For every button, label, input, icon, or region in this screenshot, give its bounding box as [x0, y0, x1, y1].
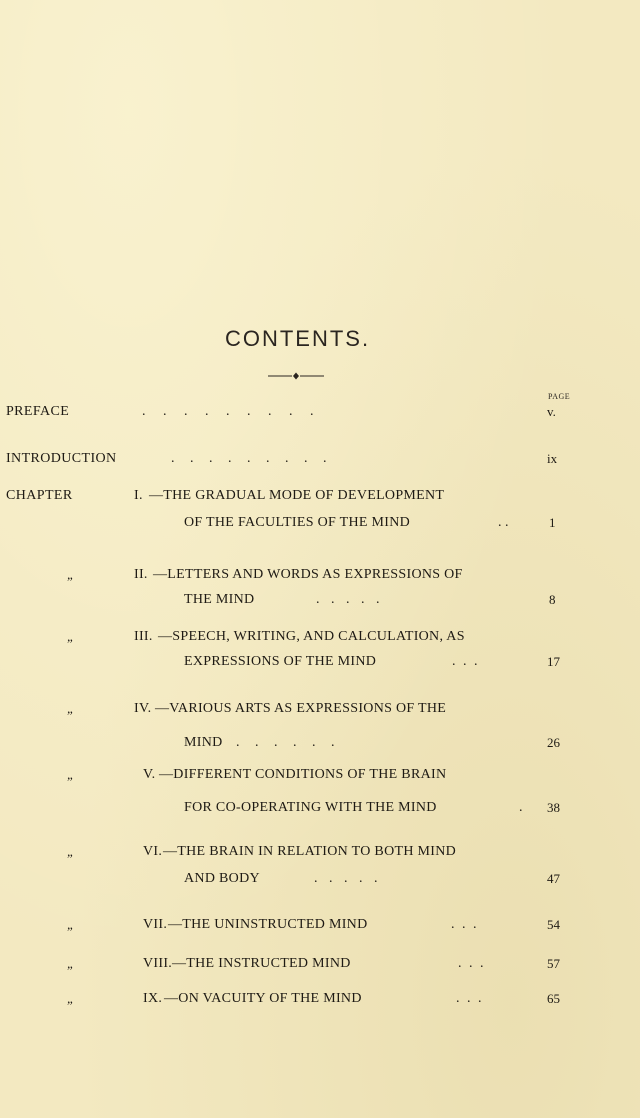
chapter-number: I. — [134, 488, 143, 503]
chapter-number: VII. — [143, 917, 168, 932]
chapter-title-line1: —THE UNINSTRUCTED MIND — [168, 917, 368, 932]
page-title: CONTENTS. — [224, 326, 371, 351]
chapter-title-line1: —LETTERS AND WORDS AS EXPRESSIONS OF — [153, 567, 463, 582]
chapter-number: III. — [134, 629, 153, 644]
chapter-number: II. — [134, 567, 148, 582]
ditto-mark: „ — [67, 956, 75, 971]
chapter-number: IV. — [134, 701, 152, 716]
chapter-title-line1: —THE INSTRUCTED MIND — [172, 956, 351, 971]
page-number: ix — [547, 451, 558, 466]
leader-dots: . . . — [458, 956, 486, 971]
toc-entry-chapter-8 — [0, 953, 640, 975]
toc-entry-chapter-2-cont — [0, 589, 640, 611]
chapter-title-line1: —DIFFERENT CONDITIONS OF THE BRAIN — [159, 767, 447, 782]
leader-dots: . . . . . . . . . — [142, 404, 321, 419]
leader-dots: . — [519, 800, 523, 815]
page-number: 1 — [549, 515, 556, 530]
toc-entry-chapter-6 — [0, 841, 640, 863]
toc-entry-chapter-4-cont — [0, 732, 640, 754]
leader-dots: . . . — [456, 991, 484, 1006]
chapter-title-line2: AND BODY — [184, 871, 260, 886]
leader-dots: . . . . . — [314, 871, 382, 886]
toc-entry-chapter-3-cont — [0, 651, 640, 673]
page-number: 38 — [547, 800, 560, 815]
page-number: 47 — [547, 871, 560, 886]
chapter-title-line2: FOR CO-OPERATING WITH THE MIND — [184, 800, 437, 815]
chapter-title-line1: —THE GRADUAL MODE OF DEVELOPMENT — [149, 488, 445, 503]
page-column-label: PAGE — [548, 392, 571, 401]
ditto-mark: „ — [67, 701, 75, 716]
chapter-label: CHAPTER — [6, 488, 73, 503]
page-number: 26 — [547, 735, 560, 750]
chapter-title-line1: —VARIOUS ARTS AS EXPRESSIONS OF THE — [155, 701, 447, 716]
ditto-mark: „ — [67, 567, 75, 582]
ditto-mark: „ — [67, 991, 75, 1006]
toc-entry-chapter-4 — [0, 698, 640, 720]
toc-entry-chapter-1 — [0, 485, 640, 507]
chapter-title-line2: MIND — [184, 735, 223, 750]
page-number: v. — [547, 404, 556, 419]
toc-entry-preface — [0, 401, 640, 423]
toc-entry-chapter-9 — [0, 988, 640, 1010]
chapter-number: VI. — [143, 844, 163, 859]
page-number: 8 — [549, 592, 556, 607]
page-number: 54 — [547, 917, 560, 932]
page-number: 65 — [547, 991, 560, 1006]
toc-entry-chapter-5-cont — [0, 797, 640, 819]
chapter-title-line2: THE MIND — [184, 592, 255, 607]
toc-entry-chapter-5 — [0, 764, 640, 786]
ditto-mark: „ — [67, 844, 75, 859]
ditto-mark: „ — [67, 629, 75, 644]
page-number: 57 — [547, 956, 560, 971]
toc-label: PREFACE — [6, 404, 70, 419]
ornament-rule-icon — [266, 371, 326, 381]
chapter-title-line2: EXPRESSIONS OF THE MIND — [184, 654, 377, 669]
toc-entry-chapter-3 — [0, 626, 640, 648]
leader-dots: . . . . . . — [236, 735, 341, 750]
leader-dots: . . — [498, 515, 509, 530]
chapter-number: VIII. — [143, 956, 173, 971]
toc-entry-chapter-1-cont — [0, 512, 640, 534]
chapter-number: IX. — [143, 991, 163, 1006]
leader-dots: . . . — [451, 917, 479, 932]
toc-entry-chapter-2 — [0, 564, 640, 586]
chapter-number: V. — [143, 767, 156, 782]
leader-dots: . . . — [452, 654, 480, 669]
toc-label: INTRODUCTION — [6, 451, 117, 466]
leader-dots: . . . . . . . . . — [171, 451, 333, 466]
chapter-title-line2: OF THE FACULTIES OF THE MIND — [184, 515, 411, 530]
ditto-mark: „ — [67, 767, 75, 782]
toc-entry-introduction — [0, 448, 640, 470]
chapter-title-line1: —ON VACUITY OF THE MIND — [164, 991, 362, 1006]
ditto-mark: „ — [67, 917, 75, 932]
leader-dots: . . . . . — [316, 592, 384, 607]
page-number: 17 — [547, 654, 560, 669]
toc-entry-chapter-7 — [0, 914, 640, 936]
toc-entry-chapter-6-cont — [0, 868, 640, 890]
chapter-title-line1: —THE BRAIN IN RELATION TO BOTH MIND — [163, 844, 457, 859]
chapter-title-line1: —SPEECH, WRITING, AND CALCULATION, AS — [158, 629, 465, 644]
